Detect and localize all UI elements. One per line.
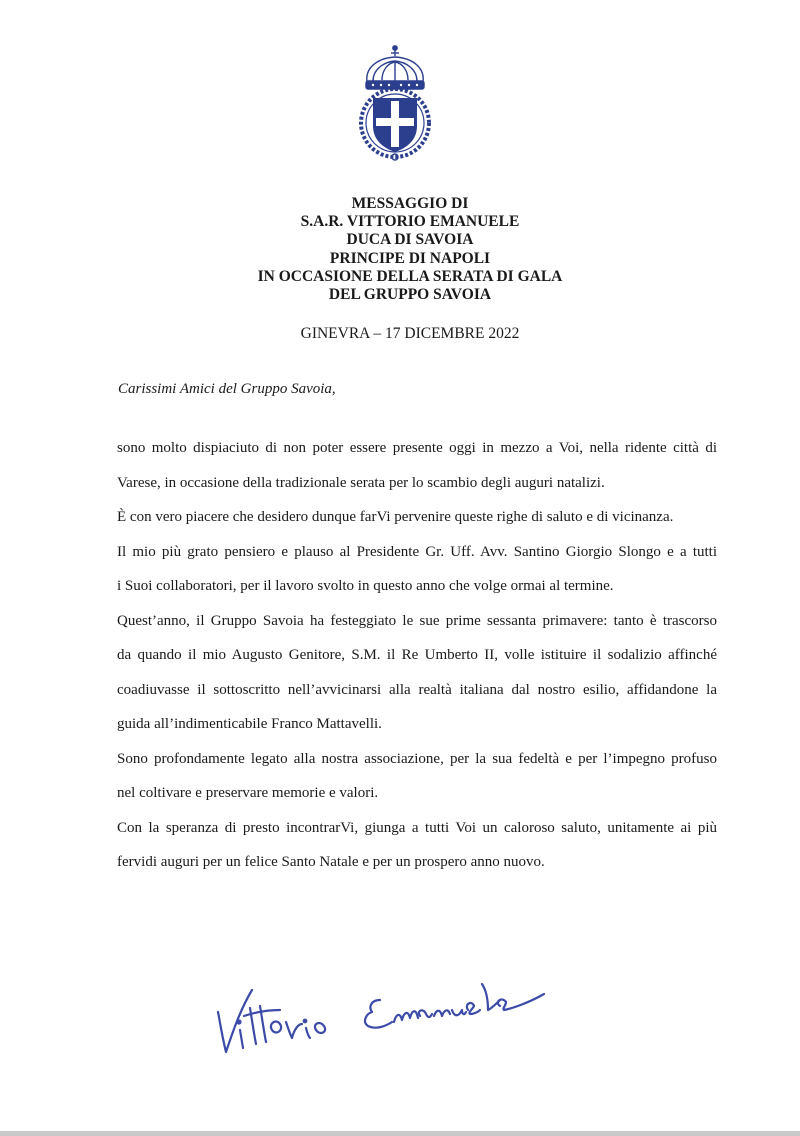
body-line: da quando il mio Augusto Genitore, S.M. il Re Umberto II, volle istituire il sodalizio affinché [117,647,717,663]
heading-line: DUCA DI SAVOIA [346,231,474,249]
body-line: Quest’anno, il Gruppo Savoia ha festeggiato le sue prime sessanta primavere: tanto è trascorso [117,612,717,629]
handwritten-signature [210,960,550,1070]
message-heading [0,195,800,304]
body-line: Con la speranza di presto incontrarVi, giunga a tutti Voi un caloroso saluto, unitamente ai più [117,819,717,836]
heading-line: PRINCIPE DI NAPOLI [329,249,491,267]
heading-line: MESSAGGIO DI [351,195,469,212]
body-line: sono molto dispiaciuto di non poter essere presente oggi in mezzo a Voi, nella ridente città di [117,440,717,456]
body-line: fervidi auguri per un felice Santo Natale e per un prospero anno nuovo. [117,854,545,870]
body-line: Sono profondamente legato alla nostra associazione, per la sua fedeltà e per l’impegno profuso [117,750,717,767]
body-line: guida all’indimenticabile Franco Mattavelli. [117,716,382,732]
page-bottom-edge [0,1131,800,1136]
salutation: Carissimi Amici del Gruppo Savoia, [118,381,336,397]
body-line: nel coltivare e preservare memorie e valori. [117,785,379,801]
body-line: coadiuvasse il sottoscritto nell’avvicinarsi alla realtà italiana dal nostro esilio, affidandone la [117,681,717,698]
heading-line: S.A.R. VITTORIO EMANUELE [300,213,520,231]
body-line: Il mio più grato pensiero e plauso al Presidente Gr. Uff. Avv. Santino Giorgio Slongo e a tutti [117,543,717,560]
heading-line: DEL GRUPPO SAVOIA [328,286,492,304]
body-line: È con vero piacere che desidero dunque farVi pervenire queste righe di saluto e di vicinanza. [117,509,674,525]
body-line: Varese, in occasione della tradizionale serata per lo scambio degli auguri natalizi. [117,474,605,491]
heading-line: IN OCCASIONE DELLA SERATA DI GALA [257,267,563,285]
place-date: GINEVRA – 17 DICEMBRE 2022 [300,325,520,342]
letter-body [117,438,717,887]
body-line: i Suoi collaboratori, per il lavoro svolto in questo anno che volge ormai al termine. [117,578,614,594]
savoy-crowned-cross-crest-icon [355,44,435,162]
